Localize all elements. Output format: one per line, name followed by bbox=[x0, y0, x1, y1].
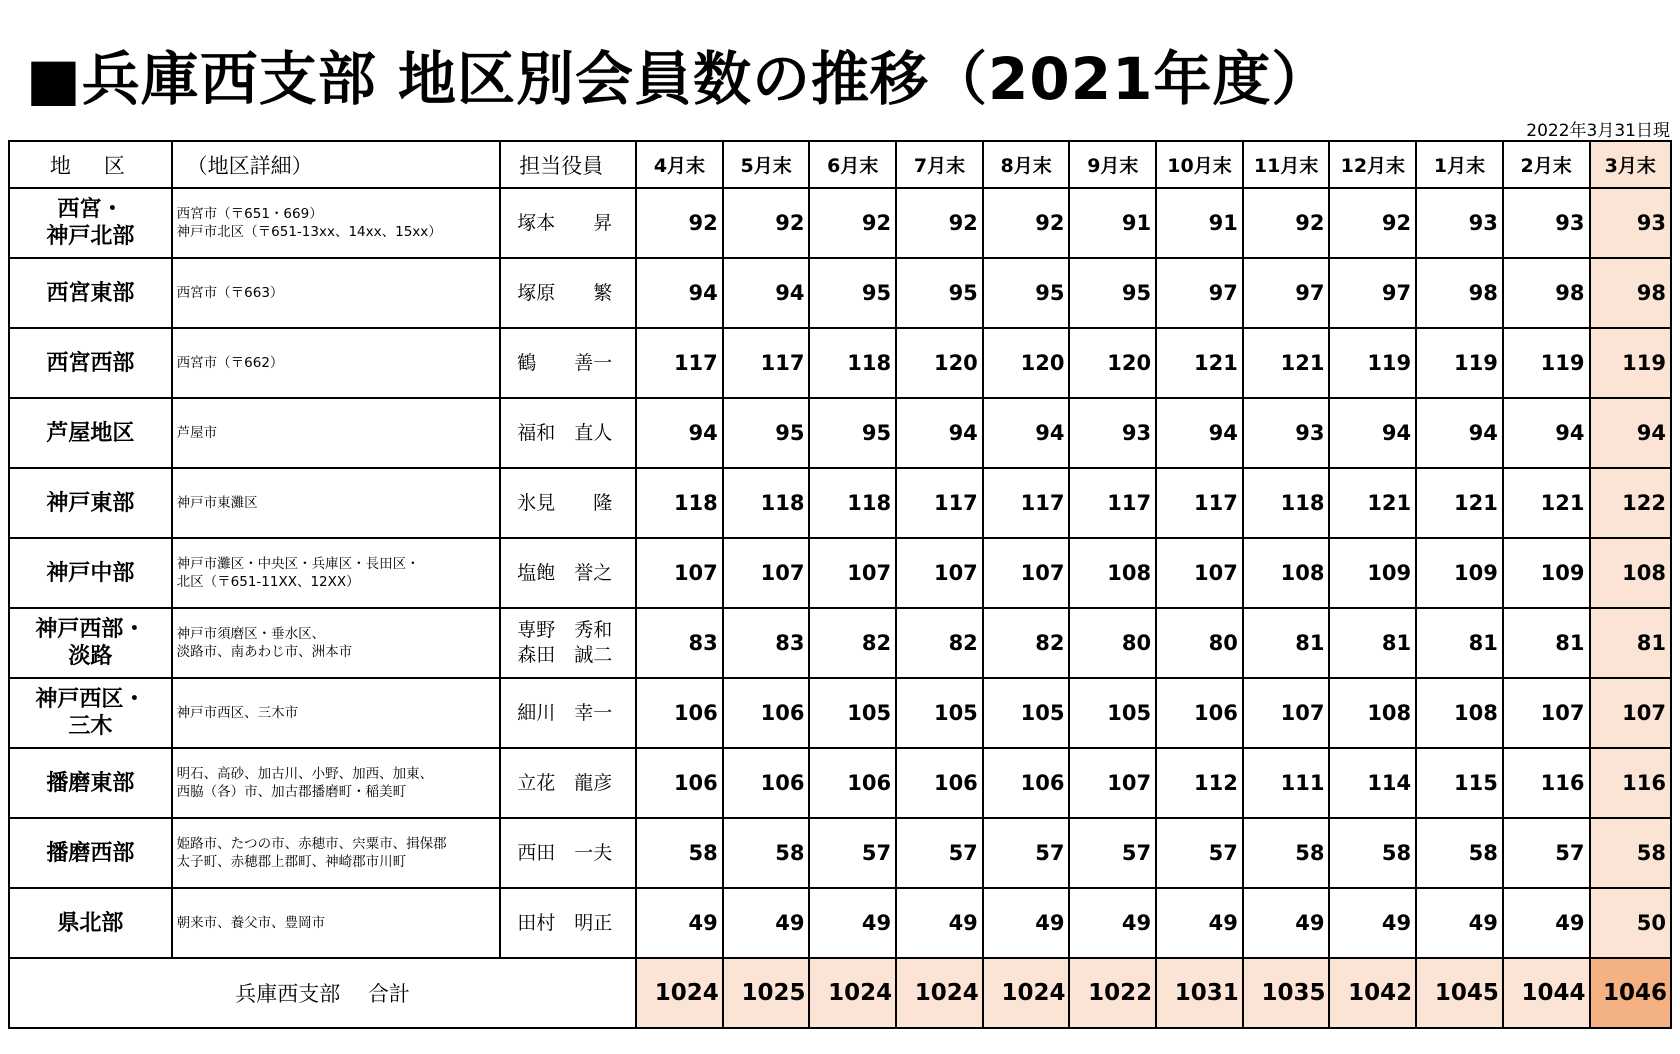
header-month: 5月末 bbox=[723, 141, 810, 188]
area-name: 神戸西部・ 淡路 bbox=[9, 608, 172, 678]
member-count: 92 bbox=[983, 188, 1070, 258]
member-count: 92 bbox=[1329, 188, 1416, 258]
total-count: 1025 bbox=[723, 958, 810, 1028]
table-row bbox=[9, 608, 1671, 678]
member-count: 95 bbox=[1069, 258, 1156, 328]
member-count: 57 bbox=[1156, 818, 1243, 888]
member-count: 121 bbox=[1503, 468, 1590, 538]
area-name: 播磨東部 bbox=[9, 748, 172, 818]
member-count: 94 bbox=[636, 258, 723, 328]
officer-name: 鶴 善一 bbox=[500, 328, 636, 398]
member-count: 106 bbox=[983, 748, 1070, 818]
member-count: 109 bbox=[1416, 538, 1503, 608]
area-name: 神戸中部 bbox=[9, 538, 172, 608]
member-count: 118 bbox=[1243, 468, 1330, 538]
member-count: 94 bbox=[1156, 398, 1243, 468]
header-area: 地 区 bbox=[9, 141, 172, 188]
member-count: 97 bbox=[1156, 258, 1243, 328]
member-count: 118 bbox=[723, 468, 810, 538]
total-count: 1045 bbox=[1416, 958, 1503, 1028]
member-count: 121 bbox=[1329, 468, 1416, 538]
member-count: 111 bbox=[1243, 748, 1330, 818]
total-count: 1046 bbox=[1590, 958, 1672, 1028]
member-count: 57 bbox=[983, 818, 1070, 888]
area-detail: 西宮市（〒663） bbox=[172, 258, 501, 328]
member-count: 106 bbox=[636, 748, 723, 818]
officer-name: 福和 直人 bbox=[500, 398, 636, 468]
member-count: 92 bbox=[636, 188, 723, 258]
member-count: 91 bbox=[1069, 188, 1156, 258]
officer-name: 塚原 繁 bbox=[500, 258, 636, 328]
member-count: 115 bbox=[1416, 748, 1503, 818]
member-count: 49 bbox=[1503, 888, 1590, 958]
member-count: 58 bbox=[1329, 818, 1416, 888]
area-name: 芦屋地区 bbox=[9, 398, 172, 468]
member-count: 57 bbox=[896, 818, 983, 888]
member-count: 107 bbox=[1243, 678, 1330, 748]
member-count: 94 bbox=[723, 258, 810, 328]
member-count: 98 bbox=[1503, 258, 1590, 328]
total-count: 1024 bbox=[983, 958, 1070, 1028]
area-detail: 西宮市（〒651・669） 神戸市北区（〒651-13xx、14xx、15xx） bbox=[172, 188, 501, 258]
member-count: 94 bbox=[983, 398, 1070, 468]
header-month: 3月末 bbox=[1590, 141, 1672, 188]
header-month: 11月末 bbox=[1243, 141, 1330, 188]
total-count: 1024 bbox=[896, 958, 983, 1028]
member-count: 107 bbox=[636, 538, 723, 608]
header-month: 8月末 bbox=[983, 141, 1070, 188]
member-count: 118 bbox=[809, 468, 896, 538]
table-row bbox=[9, 888, 1671, 958]
member-count: 106 bbox=[636, 678, 723, 748]
area-name: 神戸西区・ 三木 bbox=[9, 678, 172, 748]
area-detail: 神戸市須磨区・垂水区、 淡路市、南あわじ市、洲本市 bbox=[172, 608, 501, 678]
member-count: 93 bbox=[1416, 188, 1503, 258]
header-month: 7月末 bbox=[896, 141, 983, 188]
member-count: 119 bbox=[1503, 328, 1590, 398]
member-count: 81 bbox=[1329, 608, 1416, 678]
member-count: 114 bbox=[1329, 748, 1416, 818]
member-count: 57 bbox=[1069, 818, 1156, 888]
member-count: 49 bbox=[1243, 888, 1330, 958]
member-count: 58 bbox=[1416, 818, 1503, 888]
officer-name: 西田 一夫 bbox=[500, 818, 636, 888]
member-count: 92 bbox=[723, 188, 810, 258]
member-count: 49 bbox=[983, 888, 1070, 958]
area-name: 西宮西部 bbox=[9, 328, 172, 398]
member-count: 108 bbox=[1590, 538, 1672, 608]
member-count: 95 bbox=[983, 258, 1070, 328]
member-count: 94 bbox=[896, 398, 983, 468]
member-count: 49 bbox=[636, 888, 723, 958]
member-count: 94 bbox=[1503, 398, 1590, 468]
total-count: 1031 bbox=[1156, 958, 1243, 1028]
member-count: 94 bbox=[1590, 398, 1672, 468]
member-count: 57 bbox=[1503, 818, 1590, 888]
member-count: 95 bbox=[809, 258, 896, 328]
member-count: 81 bbox=[1416, 608, 1503, 678]
member-count: 119 bbox=[1329, 328, 1416, 398]
header-month: 1月末 bbox=[1416, 141, 1503, 188]
header-month: 2月末 bbox=[1503, 141, 1590, 188]
member-count: 82 bbox=[983, 608, 1070, 678]
header-officer: 担当役員 bbox=[500, 141, 636, 188]
area-detail: 神戸市西区、三木市 bbox=[172, 678, 501, 748]
member-count: 49 bbox=[723, 888, 810, 958]
member-count: 118 bbox=[636, 468, 723, 538]
table-row bbox=[9, 398, 1671, 468]
member-count: 97 bbox=[1329, 258, 1416, 328]
member-count: 108 bbox=[1416, 678, 1503, 748]
member-count: 95 bbox=[896, 258, 983, 328]
member-count: 50 bbox=[1590, 888, 1672, 958]
member-count: 121 bbox=[1156, 328, 1243, 398]
member-count: 58 bbox=[1243, 818, 1330, 888]
member-count: 117 bbox=[1069, 468, 1156, 538]
member-count: 81 bbox=[1503, 608, 1590, 678]
header-month: 6月末 bbox=[809, 141, 896, 188]
member-count: 120 bbox=[1069, 328, 1156, 398]
member-count: 121 bbox=[1416, 468, 1503, 538]
table-row bbox=[9, 328, 1671, 398]
member-count: 108 bbox=[1069, 538, 1156, 608]
total-count: 1042 bbox=[1329, 958, 1416, 1028]
member-count: 105 bbox=[1069, 678, 1156, 748]
member-count: 81 bbox=[1243, 608, 1330, 678]
area-detail: 姫路市、たつの市、赤穂市、宍粟市、揖保郡 太子町、赤穂郡上郡町、神崎郡市川町 bbox=[172, 818, 501, 888]
member-count: 80 bbox=[1069, 608, 1156, 678]
header-month: 10月末 bbox=[1156, 141, 1243, 188]
table-row bbox=[9, 538, 1671, 608]
officer-name: 田村 明正 bbox=[500, 888, 636, 958]
member-count: 106 bbox=[809, 748, 896, 818]
member-count: 105 bbox=[809, 678, 896, 748]
member-count: 107 bbox=[809, 538, 896, 608]
member-count: 81 bbox=[1590, 608, 1672, 678]
officer-name: 細川 幸一 bbox=[500, 678, 636, 748]
total-count: 1024 bbox=[636, 958, 723, 1028]
header-month: 9月末 bbox=[1069, 141, 1156, 188]
member-count: 105 bbox=[983, 678, 1070, 748]
member-count: 117 bbox=[983, 468, 1070, 538]
member-count: 120 bbox=[983, 328, 1070, 398]
area-detail: 神戸市東灘区 bbox=[172, 468, 501, 538]
member-count: 107 bbox=[1069, 748, 1156, 818]
member-count: 92 bbox=[1243, 188, 1330, 258]
member-count: 120 bbox=[896, 328, 983, 398]
member-count: 112 bbox=[1156, 748, 1243, 818]
member-count: 83 bbox=[636, 608, 723, 678]
member-count: 106 bbox=[896, 748, 983, 818]
area-name: 神戸東部 bbox=[9, 468, 172, 538]
total-count: 1022 bbox=[1069, 958, 1156, 1028]
table-row bbox=[9, 748, 1671, 818]
header-row bbox=[9, 141, 1671, 188]
member-count: 117 bbox=[1156, 468, 1243, 538]
member-count: 58 bbox=[723, 818, 810, 888]
member-count: 49 bbox=[1416, 888, 1503, 958]
total-label: 兵庫西支部 合計 bbox=[9, 958, 636, 1028]
as-of-date: 2022年3月31日現 bbox=[1526, 121, 1670, 141]
member-count: 95 bbox=[723, 398, 810, 468]
total-count: 1035 bbox=[1243, 958, 1330, 1028]
member-count: 108 bbox=[1329, 678, 1416, 748]
member-count: 106 bbox=[723, 678, 810, 748]
member-count: 107 bbox=[1156, 538, 1243, 608]
member-count: 106 bbox=[723, 748, 810, 818]
area-detail: 神戸市灘区・中央区・兵庫区・長田区・ 北区（〒651-11XX、12XX） bbox=[172, 538, 501, 608]
header-month: 4月末 bbox=[636, 141, 723, 188]
area-name: 西宮東部 bbox=[9, 258, 172, 328]
membership-table bbox=[8, 140, 1672, 1029]
member-count: 83 bbox=[723, 608, 810, 678]
member-count: 95 bbox=[809, 398, 896, 468]
member-count: 107 bbox=[983, 538, 1070, 608]
member-count: 105 bbox=[896, 678, 983, 748]
area-detail: 明石、高砂、加古川、小野、加西、加東、 西脇（各）市、加古郡播磨町・稲美町 bbox=[172, 748, 501, 818]
member-count: 57 bbox=[809, 818, 896, 888]
member-count: 109 bbox=[1329, 538, 1416, 608]
header-detail: （地区詳細） bbox=[172, 141, 501, 188]
member-count: 106 bbox=[1156, 678, 1243, 748]
member-count: 116 bbox=[1503, 748, 1590, 818]
area-detail: 芦屋市 bbox=[172, 398, 501, 468]
area-name: 西宮・ 神戸北部 bbox=[9, 188, 172, 258]
member-count: 94 bbox=[1329, 398, 1416, 468]
member-count: 94 bbox=[636, 398, 723, 468]
member-count: 91 bbox=[1156, 188, 1243, 258]
table-row bbox=[9, 468, 1671, 538]
member-count: 107 bbox=[1590, 678, 1672, 748]
member-count: 97 bbox=[1243, 258, 1330, 328]
area-name: 播磨西部 bbox=[9, 818, 172, 888]
member-count: 119 bbox=[1590, 328, 1672, 398]
member-count: 49 bbox=[809, 888, 896, 958]
member-count: 94 bbox=[1416, 398, 1503, 468]
header-month: 12月末 bbox=[1329, 141, 1416, 188]
member-count: 82 bbox=[809, 608, 896, 678]
officer-name: 塩飽 誉之 bbox=[500, 538, 636, 608]
member-count: 58 bbox=[1590, 818, 1672, 888]
member-count: 80 bbox=[1156, 608, 1243, 678]
officer-name: 立花 龍彦 bbox=[500, 748, 636, 818]
area-name: 県北部 bbox=[9, 888, 172, 958]
member-count: 107 bbox=[1503, 678, 1590, 748]
table-row bbox=[9, 818, 1671, 888]
member-count: 49 bbox=[1329, 888, 1416, 958]
member-count: 93 bbox=[1503, 188, 1590, 258]
member-count: 117 bbox=[723, 328, 810, 398]
member-count: 107 bbox=[896, 538, 983, 608]
member-count: 92 bbox=[896, 188, 983, 258]
member-count: 117 bbox=[896, 468, 983, 538]
member-count: 93 bbox=[1590, 188, 1672, 258]
member-count: 93 bbox=[1069, 398, 1156, 468]
total-count: 1024 bbox=[809, 958, 896, 1028]
member-count: 116 bbox=[1590, 748, 1672, 818]
officer-name: 専野 秀和 森田 誠二 bbox=[500, 608, 636, 678]
member-count: 119 bbox=[1416, 328, 1503, 398]
table-row bbox=[9, 188, 1671, 258]
member-count: 121 bbox=[1243, 328, 1330, 398]
member-count: 82 bbox=[896, 608, 983, 678]
total-row bbox=[9, 958, 1671, 1028]
total-count: 1044 bbox=[1503, 958, 1590, 1028]
table-body bbox=[9, 188, 1671, 1028]
member-count: 98 bbox=[1416, 258, 1503, 328]
page-title: ■兵庫西支部 地区別会員数の推移（2021年度） bbox=[26, 45, 1331, 113]
member-count: 49 bbox=[1069, 888, 1156, 958]
member-count: 49 bbox=[1156, 888, 1243, 958]
member-count: 118 bbox=[809, 328, 896, 398]
member-count: 58 bbox=[636, 818, 723, 888]
table-row bbox=[9, 678, 1671, 748]
member-count: 107 bbox=[723, 538, 810, 608]
member-count: 108 bbox=[1243, 538, 1330, 608]
table-row bbox=[9, 258, 1671, 328]
officer-name: 氷見 隆 bbox=[500, 468, 636, 538]
member-count: 122 bbox=[1590, 468, 1672, 538]
member-count: 98 bbox=[1590, 258, 1672, 328]
area-detail: 西宮市（〒662） bbox=[172, 328, 501, 398]
officer-name: 塚本 昇 bbox=[500, 188, 636, 258]
member-count: 117 bbox=[636, 328, 723, 398]
member-count: 92 bbox=[809, 188, 896, 258]
area-detail: 朝来市、養父市、豊岡市 bbox=[172, 888, 501, 958]
member-count: 93 bbox=[1243, 398, 1330, 468]
member-count: 109 bbox=[1503, 538, 1590, 608]
member-count: 49 bbox=[896, 888, 983, 958]
